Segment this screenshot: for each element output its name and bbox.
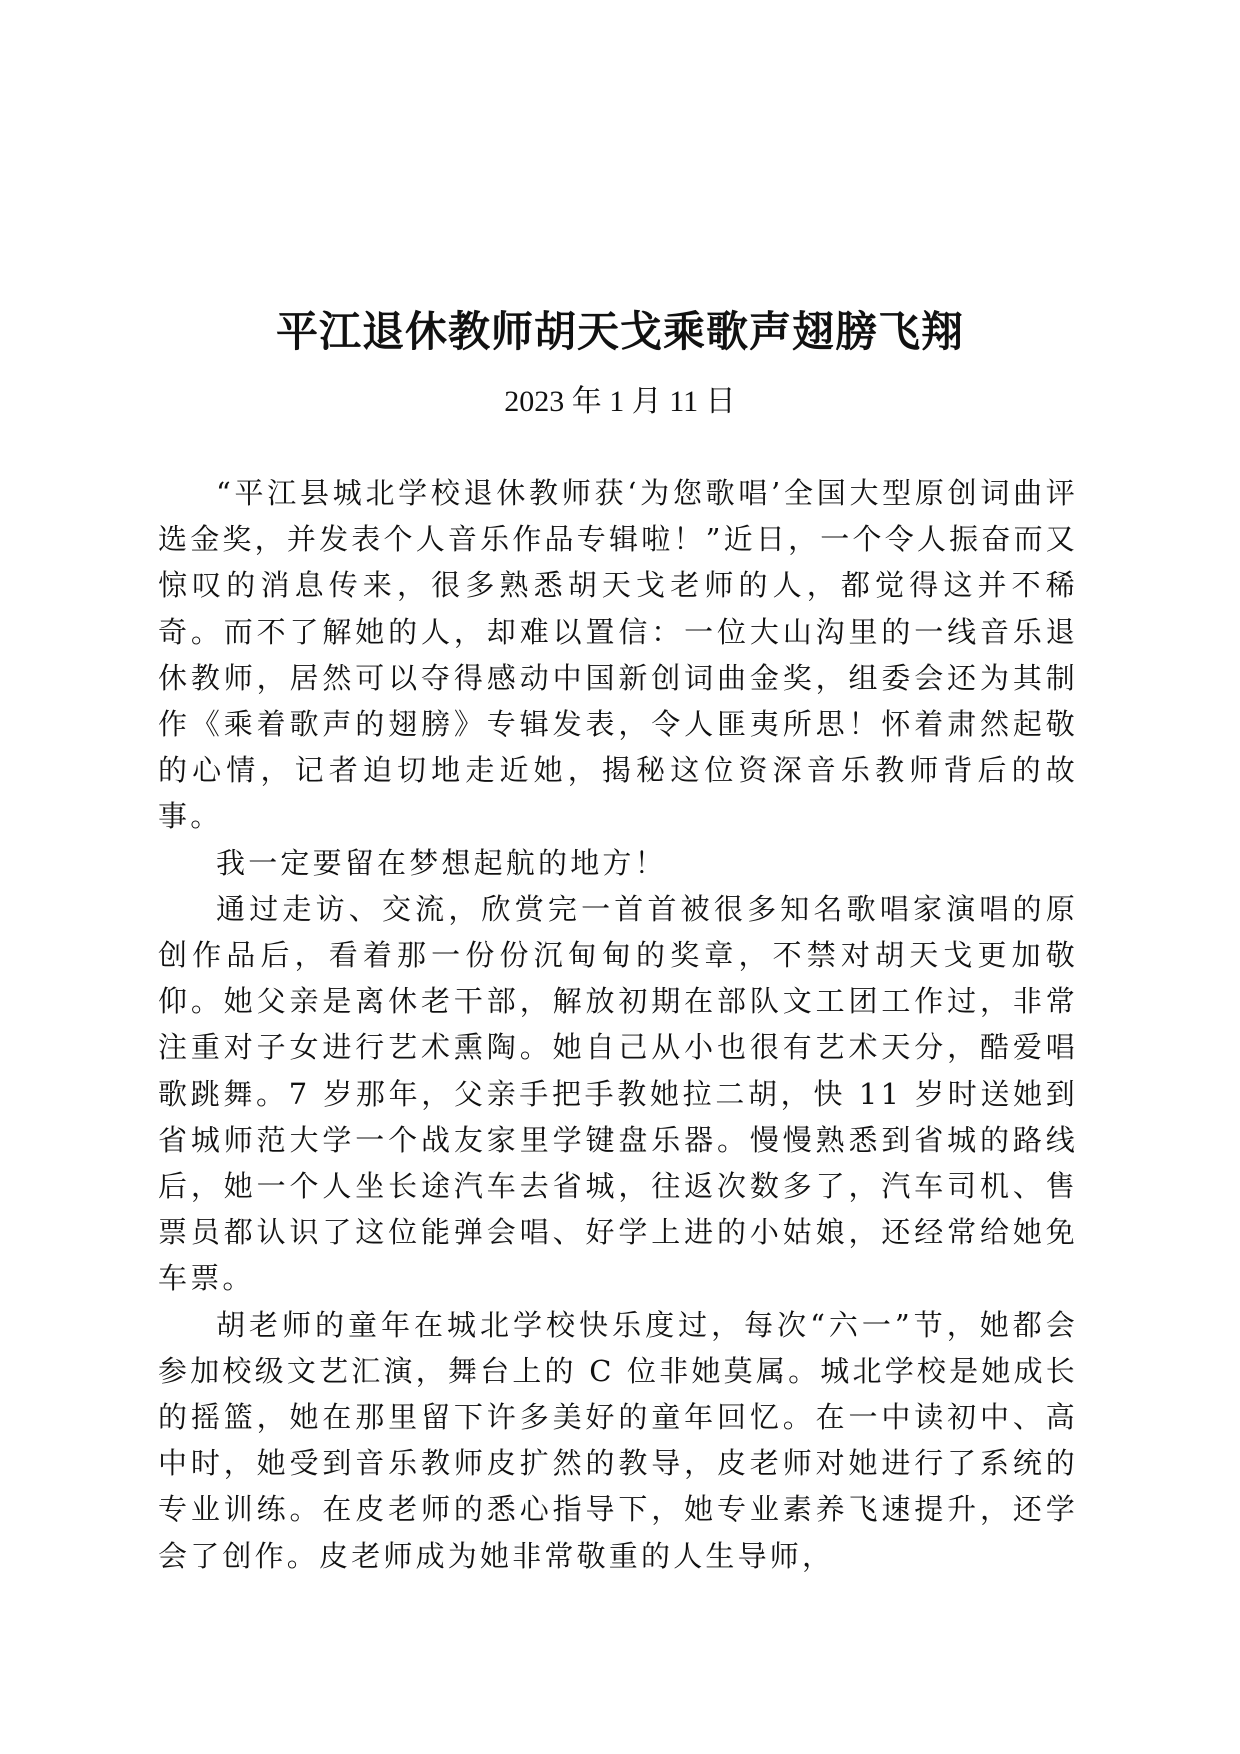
paragraph-school: 胡老师的童年在城北学校快乐度过，每次“六一”节，她都会参加校级文艺汇演，舞台上的 C 位非她莫属。城北学校是她成长的摇篮，她在那里留下许多美好的童年回忆。在一中读初中、高中时，她受到音乐教师皮扩然的教导，皮老师对她进行了系统的专业训练。在皮老师的悉心指导下，她专业素养飞速提升，还学会了创作。皮老师成为她非常敬重的人生导师，: [158, 1307, 1078, 1573]
article-title: 平江退休教师胡天戈乘歌声翅膀飞翔: [275, 307, 964, 356]
paragraph-intro: “平江县城北学校退休教师获‘为您歌唱’全国大型原创词曲评选金奖，并发表个人音乐作品专辑啦！”近日，一个令人振奋而又惊叹的消息传来，很多熟悉胡天戈老师的人，都觉得这并不稀奇。而不了解她的人，却难以置信：一位大山沟里的一线音乐退休教师，居然可以夺得感动中国新创词曲金奖，组委会还为其制作《乘着歌声的翅膀》专辑发表，令人匪夷所思！怀着肃然起敬的心情，记者迫切地走近她，揭秘这位资深音乐教师背后的故事。: [158, 476, 1078, 834]
paragraph-subheading: 我一定要留在梦想起航的地方！: [216, 845, 667, 880]
article-body: [158, 470, 1078, 1579]
paragraph-childhood: 通过走访、交流，欣赏完一首首被很多知名歌唱家演唱的原创作品后，看着那一份份沉甸甸的奖章，不禁对胡天戈更加敬仰。她父亲是离休老干部，解放初期在部队文工团工作过，非常注重对子女进行艺术熏陶。她自己从小也很有艺术天分，酷爱唱歌跳舞。7 岁那年，父亲手把手教她拉二胡，快 11 岁时送她到省城师范大学一个战友家里学键盘乐器。慢慢熟悉到省城的路线后，她一个人坐长途汽车去省城，往返次数多了，汽车司机、售票员都认识了这位能弹会唱、好学上进的小姑娘，还经常给她免车票。: [158, 891, 1078, 1296]
article-date: 2023 年 1 月 11 日: [504, 385, 736, 418]
